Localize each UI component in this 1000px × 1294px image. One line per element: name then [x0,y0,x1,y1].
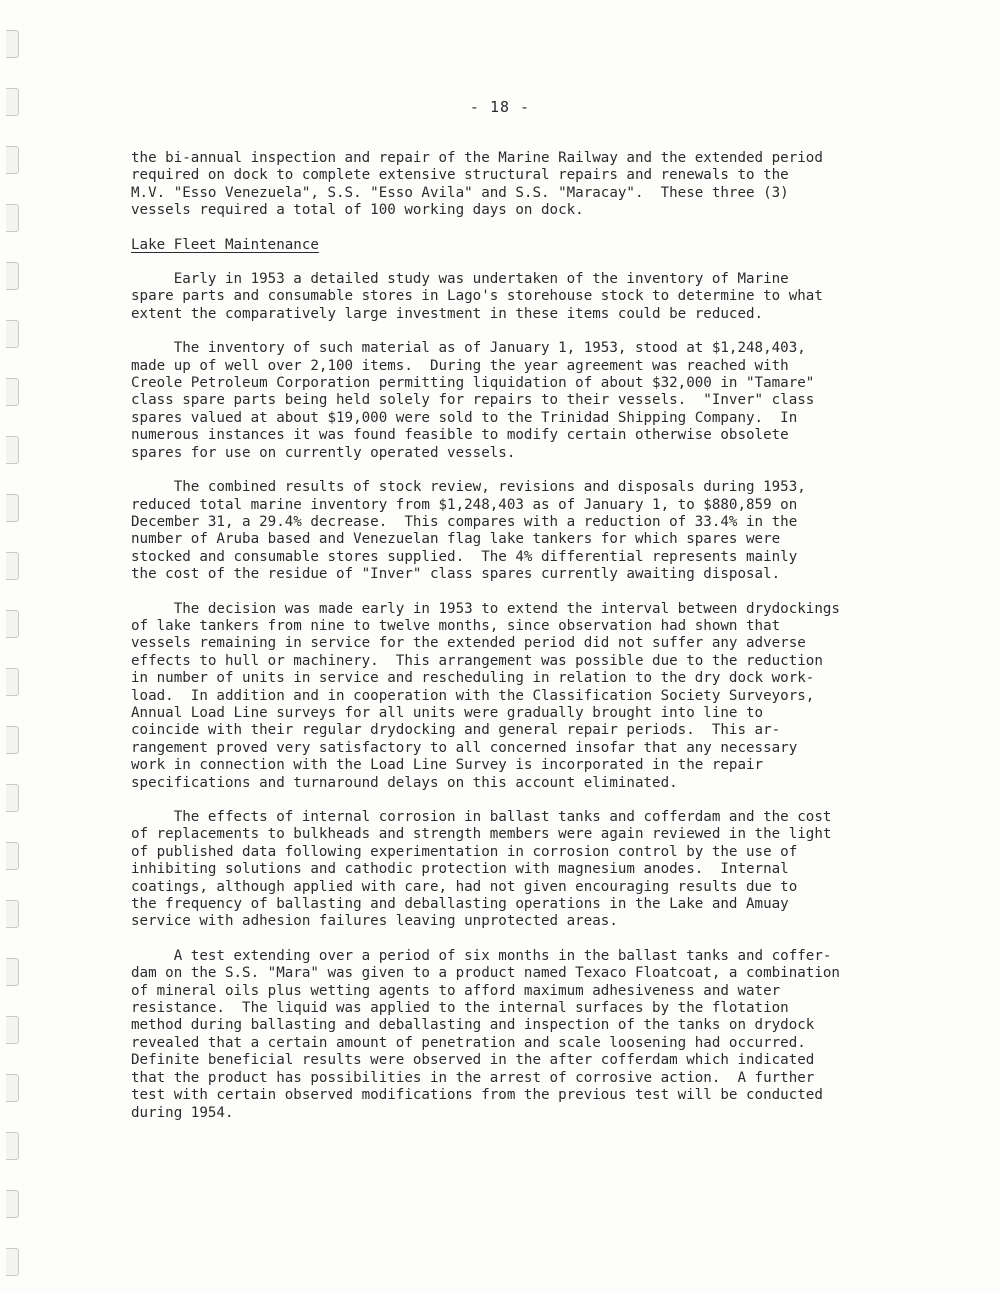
paragraph-stock-review: The combined results of stock review, revisions and disposals during 1953, reduced total marine inventory from $1,248,403 as of January 1, to $880,859 on December 31, a 29.4% decrease. This compares with a reduction of 33.4% in the number of Aruba based and Venezuelan flag lake tankers for which spares were stocked and consumable stores supplied. The 4% differential represents mainly the cost of the residue of "Inver" class spares currently awaiting disposal. [131,479,806,583]
paragraph-inventory-value: The inventory of such material as of January 1, 1953, stood at $1,248,403, made up of well over 2,100 items. During the year agreement was reached with Creole Petroleum Corporation permitting liquidation of about $32,000 in "Tamare" class spare parts being held solely for repairs to their vessels. "Inver" class spares valued at about $19,000 were sold to the Trinidad Shipping Company. In numerous instances it was found feasible to modify certain otherwise obsolete spares for use on currently operated vessels. [131,340,815,461]
paragraph-corrosion: The effects of internal corrosion in ballast tanks and cofferdam and the cost of replacements to bulkheads and strength members were again reviewed in the light of published data following experimentation in corrosion control by the use of inhibiting solutions and cathodic protection with magnesium anodes. Internal coatings, although applied with care, had not given encouraging results due to the frequency of ballasting and deballasting operations in the Lake and Amuay service with adhesion failures leaving unprotected areas. [131,809,832,930]
binder-holes [6,0,20,1294]
body-text [131,150,891,1139]
section-heading: Lake Fleet Maintenance [131,236,319,253]
paragraph-floatcoat-test: A test extending over a period of six months in the ballast tanks and coffer- dam on the S.S. "Mara" was given to a product named Texaco Floatcoat, a combination of mineral oils plus wetting agents to afford maximum adhesiveness and water resistance. The liquid was applied to the internal surfaces by the flotation method during ballasting and deballasting and inspection of the tanks on drydock revealed that a certain amount of penetration and scale loosening had occurred. Definite beneficial results were observed in the after cofferdam which indicated that the product has possibilities in the arrest of corrosive action. A further test with certain observed modifications from the previous test will be conducted during 1954. [131,947,840,1121]
page-number: - 18 - [469,98,531,116]
paragraph-drydocking: The decision was made early in 1953 to extend the interval between drydockings of lake tankers from nine to twelve months, since observation had shown that vessels remaining in service for the extended period did not suffer any adverse effects to hull or machinery. This arrangement was possible due to the reduction in number of units in service and rescheduling in relation to the dry dock work- load. In addition and in cooperation with the Classification Society Surveyors, Annual Load Line surveys for all units were gradually brought into line to coincide with their regular drydocking and general repair periods. This ar- rangement proved very satisfactory to all concerned insofar that any necessary work in connection with the Load Line Survey is incorporated in the repair specifications and turnaround delays on this account eliminated. [131,600,840,791]
opening-paragraph: the bi-annual inspection and repair of the Marine Railway and the extended period required on dock to complete extensive structural repairs and renewals to the M.V. "Esso Venezuela", S.S. "Esso Avila" and S.S. "Maracay". These three (3) vessels required a total of 100 working days on dock. [131,150,823,219]
paragraph-inventory-study: Early in 1953 a detailed study was undertaken of the inventory of Marine spare parts and consumable stores in Lago's storehouse stock to determine to what extent the comparatively large investment in these items could be reduced. [131,271,823,322]
